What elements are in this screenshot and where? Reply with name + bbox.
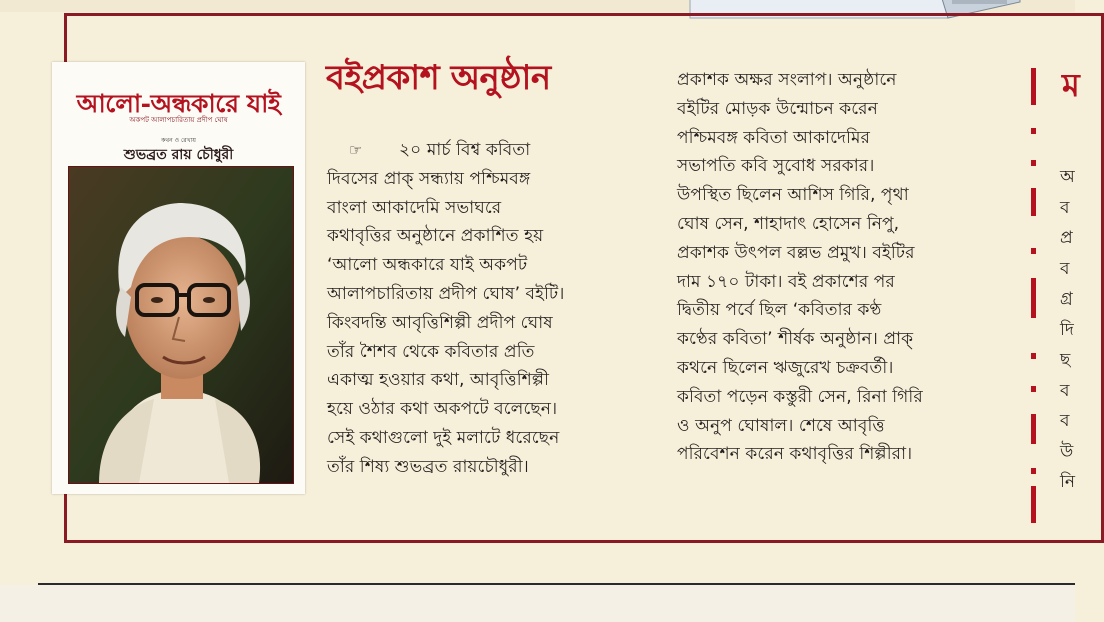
column-separator (1031, 68, 1036, 523)
article-line: আলাপচারিতায় প্রদীপ ঘোষ’ বইটি। (327, 283, 565, 304)
article-line: পশ্চিমবঙ্গ কবিতা আকাদেমির (677, 127, 870, 148)
article-line: একাত্ম হওয়ার কথা, আবৃত্তিশিল্পী (327, 370, 549, 391)
article-line: ‘আলো অন্ধকারে যাই অকপট (327, 255, 528, 276)
article-line: সেই কথাগুলো দুই মলাটে ধরেছেন (327, 427, 560, 448)
article-line: সভাপতি কবি সুবোধ সরকার। (677, 156, 875, 177)
article-line: উপস্থিত ছিলেন আশিস গিরি, পৃথা (677, 185, 909, 206)
book-cover-image (52, 62, 305, 494)
article-headline: বইপ্রকাশ অনুষ্ঠান (326, 58, 551, 98)
next-article-headline-fragment: ম (1062, 66, 1080, 104)
article-line: ঘোষ সেন, শাহাদাৎ হোসেন নিপু, (677, 213, 900, 234)
hand-pointing-icon: ☞ (349, 141, 363, 159)
article-line: কণ্ঠের কবিতা’ শীর্ষক অনুষ্ঠান। প্রাক্ (677, 329, 914, 350)
article-line: কবিতা পড়েন কস্তুরী সেন, রিনা গিরি (677, 386, 923, 407)
article-column-2 (677, 66, 923, 469)
cover-title: আলো-অন্ধকারে যাই (76, 89, 281, 118)
article-line: দাম ১৭০ টাকা। বই প্রকাশের পর (677, 271, 895, 292)
article-line: ☞ ২০ মার্চ বিশ্ব কবিতা (327, 136, 564, 165)
cover-subtitle: অকপট আলাপচারিতায় প্রদীপ ঘোষ (129, 116, 228, 124)
article-line: কথনে ছিলেন ঋজুরেখ চক্রবর্তী। (677, 357, 894, 378)
article-line: বইটির মোড়ক উন্মোচন করেন (677, 98, 878, 119)
cover-credit: কথন ও রেখায় (161, 137, 196, 144)
article-line: তাঁর শিষ্য শুভব্রত রায়চৌধুরী। (327, 456, 529, 477)
article-line: দ্বিতীয় পর্বে ছিল ‘কবিতার কণ্ঠ (677, 300, 882, 321)
article-line: পরিবেশন করেন কথাবৃত্তির শিল্পীরা। (677, 444, 913, 465)
article-line: ও অনুপ ঘোষাল। শেষে আবৃত্তি (677, 415, 885, 436)
article-line: তাঁর শৈশব থেকে কবিতার প্রতি (327, 341, 535, 362)
article-line: কিংবদন্তি আবৃত্তিশিল্পী প্রদীপ ঘোষ (327, 312, 553, 333)
page-bottom-margin (0, 585, 1075, 622)
cover-author: শুভব্রত রায় চৌধুরী (123, 147, 234, 163)
article-line: প্রকাশক উৎপল বল্লভ প্রমুখ। বইটির (677, 242, 915, 263)
author-portrait (68, 166, 294, 484)
article-line: দিবসের প্রাক্ সন্ধ্যায় পশ্চিমবঙ্গ (327, 168, 531, 189)
article-line: কথাবৃত্তির অনুষ্ঠানে প্রকাশিত হয় (327, 226, 544, 247)
article-line: হয়ে ওঠার কথা অকপটে বলেছেন। (327, 399, 558, 420)
article-line: বাংলা আকাদেমি সভাঘরে (327, 197, 502, 218)
next-article-column-fragment: অ ব প্র ব গ্র দি ছ ব ব উ নি (1060, 167, 1076, 492)
article-line: প্রকাশক অক্ষর সংলাপ। অনুষ্ঠানে (677, 70, 897, 90)
article-column-1 (327, 136, 564, 482)
